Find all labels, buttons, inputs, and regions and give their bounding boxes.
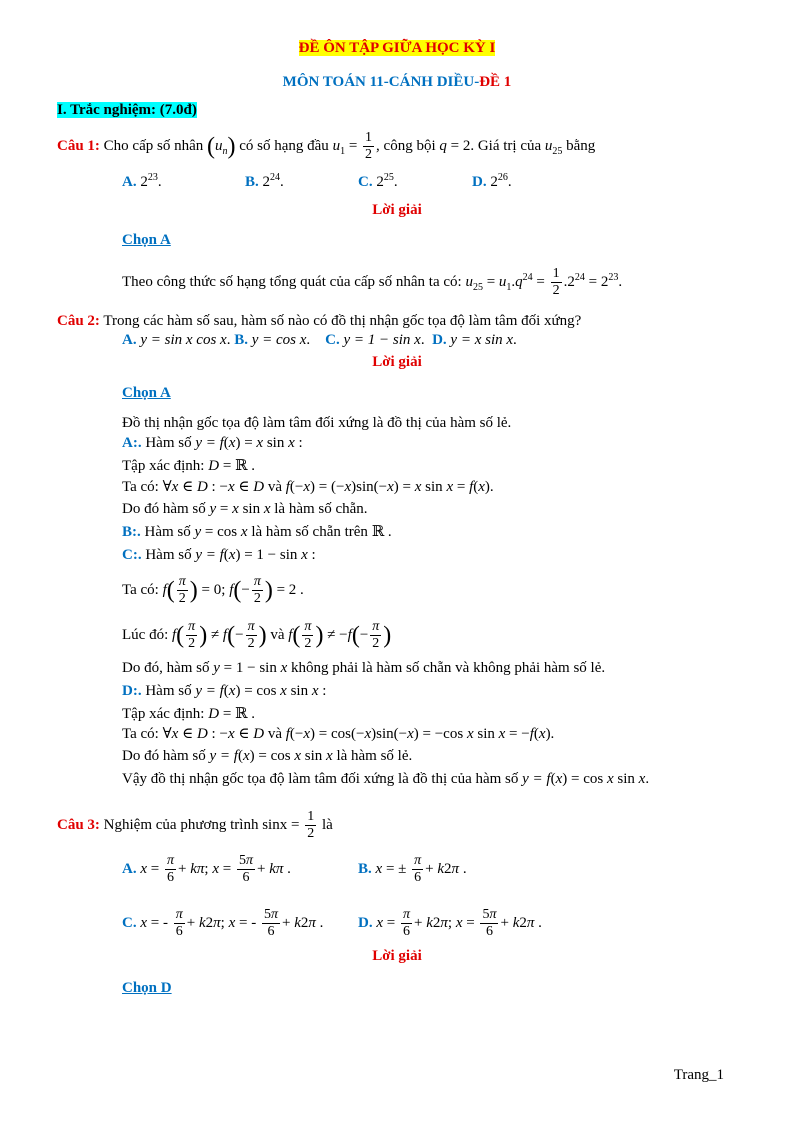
q2-case-c-conclusion: Do đó, hàm số y = 1 − sin x không phải là hàm số chẵn và không phải hàm số lẻ. [122,660,606,676]
subtitle-suffix: ĐỀ 1 [479,74,512,90]
q3-choice: Chọn D [122,980,172,996]
q3-option-a: A. x = $\frac{\pi}{6}$ + kπ; x = $\frac{5\pi}{6}$ + kπ . [122,853,291,886]
q2-case-d: D:. Hàm số y = f(x) = cos x sin x : [122,683,327,699]
q2-options: A. y = sin x cos x. B. y = cos x. C. y = 1 − sin x. D. y = x sin x. [122,332,517,348]
q2-final-conclusion: Vậy đồ thị nhận gốc tọa độ làm tâm đối xứng là đồ thị của hàm số y = f(x) = cos x sin x. [122,771,650,787]
q1-option-d: D. $2^{26}$. [472,172,512,190]
q2-case-d-domain: Tập xác định: D = ℝ . [122,706,256,722]
q3-solution-label: Lời giải [372,948,422,964]
q1-label: Câu 1: [57,137,100,154]
q2-case-a: A:. Hàm số y = f(x) = x sin x : [122,435,303,451]
section-heading [57,100,197,120]
question-3: Câu 3: Nghiệm của phương trình sinx = $\frac{1}{2}$ là [57,809,333,842]
q2-choice: Chọn A [122,385,171,401]
doc-subtitle [0,72,794,92]
subtitle-main: MÔN TOÁN 11-CÁNH DIỀU- [282,74,480,90]
q1-option-b: B. $2^{24}$. [245,172,284,190]
q2-case-a-check: Ta có: ∀x ∈ D : −x ∈ D và f(−x) = (−x)sin(−x) = x sin x = f(x). [122,479,494,495]
q2-case-a-conclusion: Do đó hàm số y = x sin x là hàm số chẵn. [122,501,368,517]
q2-case-c: C:. Hàm số y = f(x) = 1 − sin x : [122,547,316,563]
q1-explanation: Theo công thức số hạng tổng quát của cấp số nhân ta có: $u_{25} = u_1.q^{24}$ = $\frac{1}{2}$ $.2^{24} = 2^{23}$. [122,266,623,298]
q2-case-d-check: Ta có: ∀x ∈ D : −x ∈ D và f(−x) = cos(−x)sin(−x) = −cos x sin x = −f(x). [122,726,555,742]
q1-option-a: A. $2^{23}$. [122,172,162,190]
question-1: Câu 1: Cho cấp số nhân $(u_n)$ có số hạng đầu $u_1$ = $\frac{1}{2}$ , công bội q = 2. Giá trị của $u_{25}$ bằng [57,130,596,162]
q1-option-c: C. $2^{25}$. [358,172,398,190]
doc-title [0,38,794,58]
section-label: I. Trắc nghiệm: (7.0đ) [57,102,197,118]
q3-option-b: B. x = ± $\frac{\pi}{6}$ + k2π . [358,853,467,886]
q2-line-1: Đồ thị nhận gốc tọa độ làm tâm đối xứng là đồ thị của hàm số lẻ. [122,415,512,431]
q2-case-b: B:. Hàm số y = cos x là hàm số chẵn trên ℝ . [122,524,392,540]
question-2: Câu 2: Trong các hàm số sau, hàm số nào có đồ thị nhận gốc tọa độ làm tâm đối xứng? [57,313,582,329]
page-number: Trang_1 [673,1067,724,1083]
q1-solution-label: Lời giải [372,202,422,218]
title-text: ĐỀ ÔN TẬP GIỮA HỌC KỲ I [298,40,496,56]
q2-case-d-conclusion: Do đó hàm số y = f(x) = cos x sin x là hàm số lẻ. [122,748,413,764]
q3-option-d: D. x = $\frac{\pi}{6}$ + k2π; x = $\frac{5\pi}{6}$ + k2π . [358,907,542,940]
q2-case-c-values: Ta có: f( $\frac{\pi}{2}$ ) = 0; f(− $\frac{\pi}{2}$ ) = 2 . [122,574,304,607]
q2-case-c-compare: Lúc đó: f( $\frac{\pi}{2}$ ) ≠ f(− $\frac{\pi}{2}$ ) và f( $\frac{\pi}{2}$ ) ≠ −f(− $\frac{\pi}{2}$ ) [122,619,392,652]
q2-solution-label: Lời giải [372,354,422,370]
q1-choice: Chọn A [122,232,171,248]
q3-option-c: C. x = - $\frac{\pi}{6}$ + k2π; x = - $\frac{5\pi}{6}$ + k2π . [122,907,324,940]
q2-case-a-domain: Tập xác định: D = ℝ . [122,458,256,474]
